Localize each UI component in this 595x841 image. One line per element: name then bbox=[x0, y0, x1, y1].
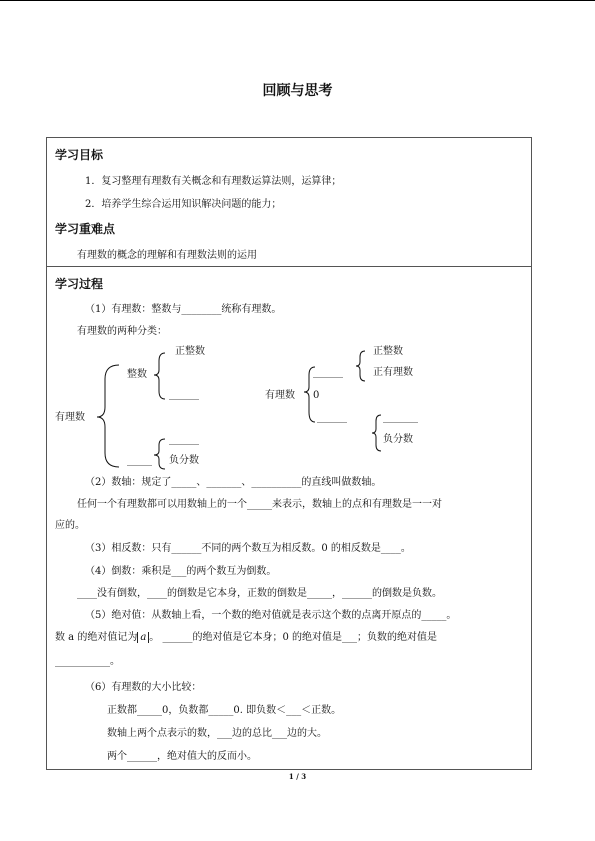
tree-right-negfrac: 负分数 bbox=[383, 434, 413, 445]
process-heading: 学习过程 bbox=[55, 277, 104, 291]
tree-left-frac-blank2: ______ bbox=[169, 434, 199, 445]
brace-root-left bbox=[97, 365, 119, 467]
para-5c: ___________。 bbox=[55, 656, 120, 667]
tree-left-frac-blank: _____ bbox=[127, 455, 152, 466]
keypoints-heading: 学习重难点 bbox=[55, 222, 116, 236]
objective-2: 2．培养学生综合运用知识解决问题的能力； bbox=[85, 199, 282, 210]
process-section bbox=[47, 267, 531, 769]
tree-right-zero: 0 bbox=[313, 390, 320, 401]
page-number: 1 / 3 bbox=[288, 772, 307, 781]
objectives-heading: 学习目标 bbox=[55, 148, 104, 162]
brace-integer bbox=[154, 353, 165, 399]
para-4: （4）倒数：乘积是___的两个数互为倒数。 bbox=[85, 566, 277, 577]
objective-1: 1．复习整理有理数有关概念和有理数运算法则，运算律； bbox=[85, 176, 342, 187]
tree-left-integer: 整数 bbox=[127, 369, 147, 380]
abs-rest: 。 ______的绝对值是它本身；0 的绝对值是___；负数的绝对值是 bbox=[149, 632, 438, 643]
para-2b: 任何一个有理数都可以用数轴上的一个_____来表示，数轴上的点和有理数是一一对 bbox=[77, 499, 442, 510]
para-6c: 两个______，绝对值大的反而小。 bbox=[107, 751, 257, 762]
keypoints-text: 有理数的概念的理解和有理数法则的运用 bbox=[77, 250, 257, 261]
para-2: （2）数轴：规定了_____、_______、__________的直线叫做数轴。 bbox=[85, 477, 382, 488]
tree-right-blank1: ______ bbox=[313, 367, 343, 378]
page-title: 回顾与思考 bbox=[262, 83, 333, 99]
tree-left-posint: 正整数 bbox=[175, 346, 205, 357]
abs-variable: a bbox=[140, 632, 147, 643]
para-6: （6）有理数的大小比较： bbox=[85, 682, 202, 693]
para-4b: ____没有倒数，____的倒数是它本身，正数的倒数是_____，______的倒数是负数。 bbox=[77, 588, 442, 599]
para-5: （5）绝对值：从数轴上看，一个数的绝对值就是表示这个数的点离开原点的_____。 bbox=[85, 610, 457, 621]
brace-fraction bbox=[154, 439, 165, 469]
tree-right-root: 有理数 bbox=[265, 390, 295, 401]
tree-right-blank3: _______ bbox=[383, 412, 418, 423]
para-3: （3）相反数：只有______不同的两个数互为相反数。0 的相反数是____。 bbox=[85, 543, 411, 554]
tree-left-negfrac: 负分数 bbox=[169, 455, 199, 466]
para-5b bbox=[55, 631, 437, 645]
brace-negative bbox=[372, 415, 381, 451]
objectives-section bbox=[47, 138, 531, 267]
tree-right-posrat: 正有理数 bbox=[373, 367, 413, 378]
para-6a: 正数都_____0，负数都_____0. 即负数＜___＜正数。 bbox=[107, 705, 342, 716]
tree-right-blank2: ______ bbox=[317, 412, 347, 423]
para-6b: 数轴上两个点表示的数，___边的总比___边的大。 bbox=[107, 728, 327, 739]
para-1b: 有理数的两种分类： bbox=[77, 326, 167, 337]
tree-left-root: 有理数 bbox=[55, 412, 85, 423]
tree-left-int-blank: ______ bbox=[169, 389, 199, 400]
lesson-table bbox=[46, 137, 532, 770]
abs-label: 数 a 的绝对值记为 bbox=[55, 632, 138, 643]
abs-notation bbox=[137, 632, 149, 643]
top-rule bbox=[0, 0, 595, 1]
para-2c: 应的。 bbox=[55, 520, 85, 531]
tree-right-posint: 正整数 bbox=[373, 346, 403, 357]
brace-positive bbox=[356, 351, 365, 381]
para-1: （1）有理数：整数与________统称有理数。 bbox=[85, 304, 282, 315]
